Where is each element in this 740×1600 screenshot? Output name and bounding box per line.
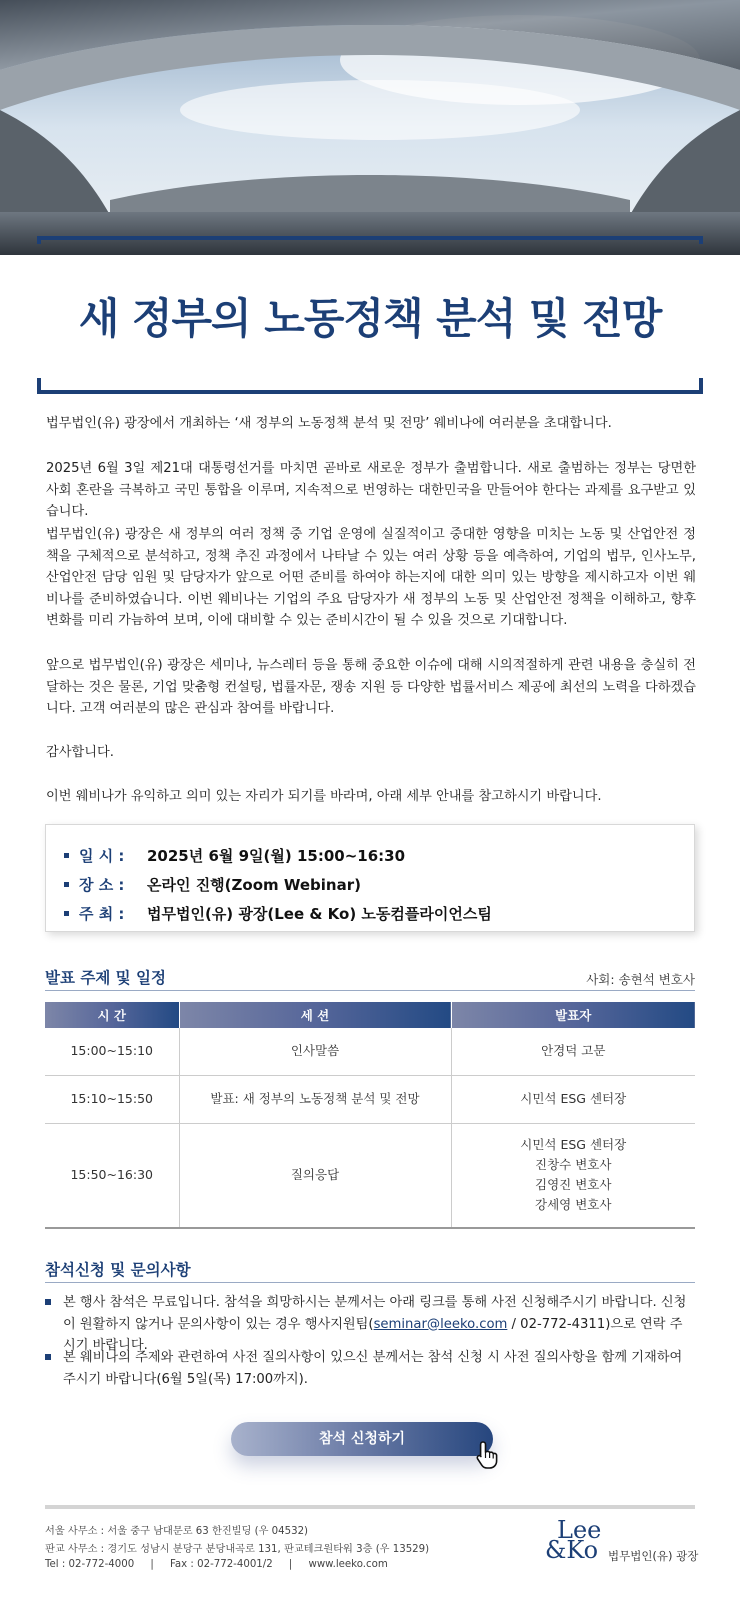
table-row <box>45 1123 695 1228</box>
table-row <box>45 1075 695 1123</box>
intro-paragraph-6: 이번 웨비나가 유익하고 의미 있는 자리가 되기를 바라며, 아래 세부 안내를 참고하시기 바랍니다. <box>46 789 602 804</box>
info-host-value: 법무법인(유) 광장(Lee & Ko) 노동컴플라이언스팀 <box>147 905 492 923</box>
info-place-value: 온라인 진행(Zoom Webinar) <box>147 876 361 894</box>
event-info-box <box>45 824 695 932</box>
speaker-name: 강세영 변호사 <box>535 1197 612 1213</box>
speaker-name: 김영진 변호사 <box>535 1177 612 1193</box>
hero-arch-illustration <box>0 0 740 255</box>
lee-ko-logo <box>545 1518 605 1566</box>
page-title: 새 정부의 노동정책 분석 및 전망 <box>78 294 662 343</box>
speaker-name: 시민석 ESG 센터장 <box>520 1137 627 1153</box>
info-date-value: 2025년 6월 9일(월) 15:00~16:30 <box>147 847 406 865</box>
info-date <box>64 845 405 866</box>
bullet-icon <box>45 1299 51 1305</box>
schedule-title: 발표 주제 및 일정 <box>45 969 167 987</box>
apply-button[interactable]: 참석 신청하기 <box>231 1422 493 1456</box>
bullet-icon <box>64 882 69 887</box>
notice-1-text-a: 본 행사 참석은 무료입니다. 참석을 희망하시는 분께서는 아래 링크를 통해 사전 신청해주시기 바랍니다. 신청이 원활하지 않거나 문의사항이 있는 경우 행사지원팀( <box>63 1295 687 1332</box>
row-speakers <box>451 1123 695 1228</box>
contact-email-link[interactable]: seminar@leeko.com <box>373 1316 508 1332</box>
footer-seoul-address: 서울 사무소 : 서울 중구 남대문로 63 한진빌딩 (우 04532) <box>45 1526 309 1537</box>
notice-1-text-b: / 02-772-4311)으로 연락 주시기 바랍니다. <box>63 1316 683 1353</box>
bullet-icon <box>64 911 69 916</box>
intro-paragraph-5: 감사합니다. <box>46 745 114 760</box>
row-session: 인사말씀 <box>179 1028 451 1075</box>
firm-name: 법무법인(유) 광장 <box>608 1549 699 1563</box>
registration-title: 참석신청 및 문의사항 <box>45 1261 191 1279</box>
row-time: 15:10~15:50 <box>45 1075 179 1123</box>
col-speaker-header: 발표자 <box>451 1002 695 1028</box>
footer-contact: Tel : 02-772-4000 | Fax : 02-772-4001/2 | www.leeko.com <box>45 1559 388 1570</box>
footer-divider <box>45 1505 695 1509</box>
row-speaker: 시민석 ESG 센터장 <box>451 1075 695 1123</box>
notice-item-2 <box>45 1347 695 1390</box>
info-date-label: 일 시 : <box>79 847 125 865</box>
row-session: 질의응답 <box>179 1123 451 1228</box>
row-session: 발표: 새 정부의 노동정책 분석 및 전망 <box>179 1075 451 1123</box>
intro-paragraph-3: 법무법인(유) 광장은 새 정부의 여러 정책 중 기업 운영에 실질적이고 중대한 영향을 미치는 노동 및 산업안전 정책을 구체적으로 분석하고, 정책 추진 과정에서 나타날 수 있는 여러 상황 등을 예측하여, 기업의 법무, 인사노무, 산업안전 담당 임원 및 담당자가 앞으로 어떤 준비를 하여야 하는지에 대한 의미 있는 방향을 제시하고자 이번 웨비나를 준비하였습니다. 이번 웨비나는 기업의 주요 담당자가 새 정부의 노동 및 산업안전 정책을 이해하고, 향후 변화를 미리 가늠하여 보며, 이에 대비할 수 있는 준비시간이 될 수 있을 것으로 기대합니다. <box>46 527 696 628</box>
schedule-table <box>45 1002 695 1229</box>
row-speaker: 안경덕 고문 <box>451 1028 695 1075</box>
intro-paragraph-1: 법무법인(유) 광장에서 개최하는 ‘새 정부의 노동정책 분석 및 전망’ 웨비나에 여러분을 초대합니다. <box>46 416 612 431</box>
info-host-label: 주 최 : <box>79 905 125 923</box>
row-time: 15:00~15:10 <box>45 1028 179 1075</box>
bullet-icon <box>45 1354 51 1360</box>
col-session-header: 세 션 <box>179 1002 451 1028</box>
intro-paragraph-2: 2025년 6월 3일 제21대 대통령선거를 마치면 곧바로 새로운 정부가 출범합니다. 새로 출범하는 정부는 당면한 사회 혼란을 극복하고 국민 통합을 이루며, 지속적으로 번영하는 대한민국을 만들어야 한다는 과제를 요구받고 있습니다. <box>46 461 696 519</box>
title-frame-bottom <box>37 378 703 394</box>
footer-pangyo-address: 판교 사무소 : 경기도 성남시 분당구 분당내곡로 131, 판교테크원타워 3층 (우 13529) <box>45 1544 430 1555</box>
row-time: 15:50~16:30 <box>45 1123 179 1228</box>
registration-divider <box>45 1282 695 1283</box>
moderator: 사회: 송현석 변호사 <box>586 972 695 987</box>
info-place <box>64 874 361 895</box>
logo-text-top: Lee <box>557 1516 602 1544</box>
info-place-label: 장 소 : <box>79 876 125 894</box>
notice-2-text: 본 웨비나의 주제와 관련하여 사전 질의사항이 있으신 분께서는 참석 신청 시 사전 질의사항을 함께 기재하여 주시기 바랍니다(6월 5일(목) 17:00까지). <box>63 1350 683 1387</box>
info-host <box>64 903 492 924</box>
title-frame-top <box>37 236 703 244</box>
logo-text-bottom: &Ko <box>545 1536 599 1564</box>
col-time-header: 시 간 <box>45 1002 179 1028</box>
bullet-icon <box>64 853 69 858</box>
schedule-divider <box>45 990 695 991</box>
hero-image <box>0 0 740 255</box>
intro-paragraph-4: 앞으로 법무법인(유) 광장은 세미나, 뉴스레터 등을 통해 중요한 이슈에 대해 시의적절하게 관련 내용을 충실히 전달하는 것은 물론, 기업 맞춤형 컨설팅, 법률자문, 쟁송 지원 등 다양한 법률서비스 제공에 최선의 노력을 다하겠습니다. 고객 여러분의 많은 관심과 참여를 바랍니다. <box>46 658 696 716</box>
hand-pointer-icon <box>474 1440 502 1470</box>
table-row <box>45 1028 695 1075</box>
speaker-name: 진창수 변호사 <box>535 1157 612 1173</box>
